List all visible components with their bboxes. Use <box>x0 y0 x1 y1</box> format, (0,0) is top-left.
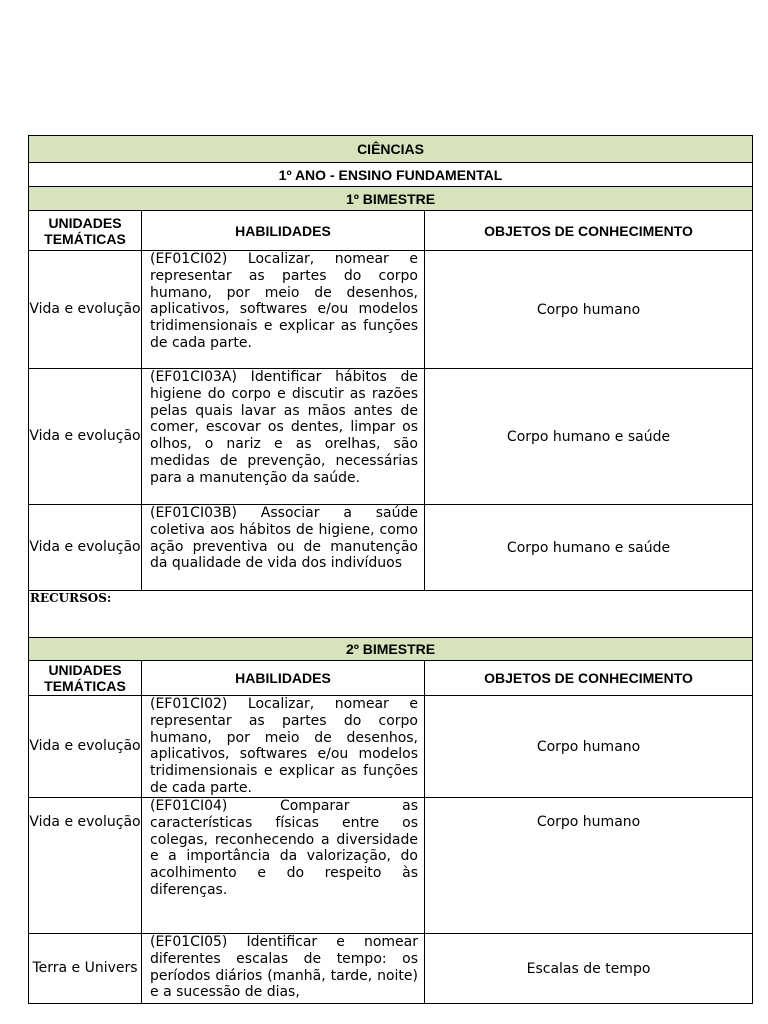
table-row <box>29 251 753 369</box>
object-cell: Escalas de tempo <box>425 934 753 1004</box>
unit-cell: Vida e evolução <box>29 696 142 798</box>
header-habilidades: HABILIDADES <box>142 211 425 251</box>
object-cell: Corpo humano <box>425 251 753 369</box>
object-cell: Corpo humano e saúde <box>425 369 753 505</box>
curriculum-table <box>28 135 753 1004</box>
header-unidades: UNIDADES TEMÁTICAS <box>29 211 142 251</box>
curriculum-document <box>28 135 752 1004</box>
table-row <box>29 369 753 505</box>
skill-cell: (EF01CI03A) Identificar hábitos de higiene do corpo e discutir as razões pelas quais lavar as mãos antes de comer, escovar os dentes, limpar os olhos, o nariz e as orelhas, são medidas de prevenção, necessárias para a manutenção da saúde. <box>142 369 425 505</box>
table-row <box>29 934 753 1004</box>
skill-cell: (EF01CI04) Comparar as características físicas entre os colegas, reconhecendo a diversidade e a importância da valorização, do acolhimento e do respeito às diferenças. <box>142 798 425 934</box>
bimestre-2-title: 2º BIMESTRE <box>29 638 753 661</box>
header-habilidades: HABILIDADES <box>142 661 425 696</box>
skill-cell: (EF01CI05) Identificar e nomear diferentes escalas de tempo: os períodos diários (manhã, tarde, noite) e a sucessão de dias, <box>142 934 425 1004</box>
skill-cell: (EF01CI02) Localizar, nomear e representar as partes do corpo humano, por meio de desenhos, aplicativos, softwares e/ou modelos tridimensionais e explicar as funções de cada parte. <box>142 251 425 369</box>
header-objetos: OBJETOS DE CONHECIMENTO <box>425 661 753 696</box>
unit-cell: Vida e evolução <box>29 798 142 934</box>
object-cell: Corpo humano <box>425 696 753 798</box>
grade-title: 1º ANO - ENSINO FUNDAMENTAL <box>29 163 753 187</box>
unit-cell: Terra e Univers <box>29 934 142 1004</box>
object-cell: Corpo humano e saúde <box>425 505 753 591</box>
header-unidades: UNIDADES TEMÁTICAS <box>29 661 142 696</box>
object-cell: Corpo humano <box>425 798 753 934</box>
unit-cell: Vida e evolução <box>29 505 142 591</box>
recursos-label: RECURSOS: <box>29 591 753 638</box>
table-row <box>29 505 753 591</box>
skill-cell: (EF01CI03B) Associar a saúde coletiva aos hábitos de higiene, como ação preventiva ou de manutenção da qualidade de vida dos indivíduos <box>142 505 425 591</box>
table-row <box>29 798 753 934</box>
unit-cell: Vida e evolução <box>29 251 142 369</box>
unit-cell: Vida e evolução <box>29 369 142 505</box>
header-objetos: OBJETOS DE CONHECIMENTO <box>425 211 753 251</box>
bimestre-1-title: 1º BIMESTRE <box>29 187 753 211</box>
subject-title: CIÊNCIAS <box>29 136 753 163</box>
skill-cell: (EF01CI02) Localizar, nomear e representar as partes do corpo humano, por meio de desenhos, aplicativos, softwares e/ou modelos tridimensionais e explicar as funções de cada parte. <box>142 696 425 798</box>
table-row <box>29 696 753 798</box>
